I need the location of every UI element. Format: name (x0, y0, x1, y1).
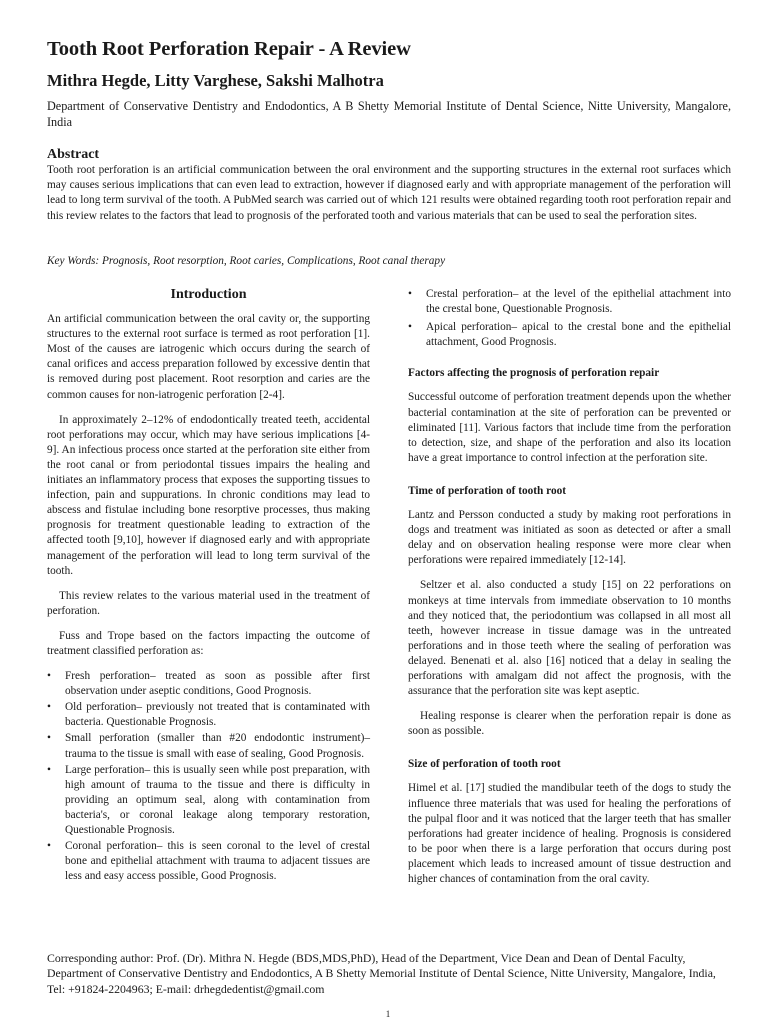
bullet-icon: • (408, 288, 412, 300)
list-item (47, 700, 370, 730)
perforation-classification-list-continued (408, 287, 731, 350)
paper-title: Tooth Root Perforation Repair - A Review (47, 38, 411, 60)
list-item-text: Small perforation (smaller than #20 endodontic instrument)– trauma to the tissue is small with ease of sealing, Good Prognosis. (65, 732, 370, 760)
introduction-heading: Introduction (170, 287, 247, 302)
section-paragraph: Lantz and Persson conducted a study by making root perforations in dogs and treatment was initiated as soon as detected or after a small delay and on observation healing response were more clear when perforations were repaired immediately [12-14]. (408, 509, 731, 567)
section-heading-prognosis-factors: Factors affecting the prognosis of perforation repair (408, 367, 660, 380)
affiliation: Department of Conservative Dentistry and Endodontics, A B Shetty Memorial Institute of Dental Science, Nitte University, Mangalore, India (47, 99, 731, 129)
list-item-text: Fresh perforation– treated as soon as possible after first observation under aseptic conditions, Good Prognosis. (65, 670, 370, 698)
author-list: Mithra Hegde, Litty Varghese, Sakshi Malhotra (47, 71, 384, 90)
section-paragraph: Seltzer et al. also conducted a study [15] on 22 perforations on monkeys at time intervals from immediate observation to 10 months and they noticed that, the periodontium was collapsed in all most all teeth, however increase in tissue damage was in the untreated perforations and in those teeth where the sealing of perforation was delayed. Benenati et al. also [16] noticed that a delay in sealing the perforations with amalgam did not affect the prognosis, with the assurance that the perforation site was kept aseptic. (408, 579, 731, 698)
left-column (47, 287, 370, 894)
page-number: 1 (385, 1009, 391, 1019)
section-paragraph: Healing response is clearer when the perforation repair is done as soon as possible. (408, 710, 731, 738)
corresponding-author-footer: Corresponding author: Prof. (Dr). Mithra N. Hegde (BDS,MDS,PhD), Head of the Department, Vice Dean and Dean of Dental Faculty, Department of Conservative Dentistry and Endodontics, A B Shetty Memorial Institute of Dental Science, Nitte University, Mangalore, India, Tel: +91824-2204963; E-mail: drhegdedentist@gmail.com (47, 951, 716, 996)
list-item-text: Large perforation– this is usually seen while post preparation, with high amount of trauma to the tissue and there is difficulty in providing an optimum seal, along with contamination from bacteria's, or coronal leakage along temporary restoration, Questionable Prognosis. (65, 763, 370, 836)
list-item (47, 839, 370, 884)
intro-paragraph: Fuss and Trope based on the factors impacting the outcome of treatment classified perforation as: (47, 629, 370, 657)
list-item-text: Coronal perforation– this is seen coronal to the level of crestal bone and epithelial attachment with trauma to adjacent tissues are less and easy access possible, Good Prognosis. (65, 840, 370, 883)
list-item-text: Crestal perforation– at the level of the epithelial attachment into the crestal bone, Questionable Prognosis. (426, 288, 731, 316)
list-item-text: Apical perforation– apical to the crestal bone and the epithelial attachment, Good Prognosis. (426, 321, 731, 349)
abstract-body: Tooth root perforation is an artificial communication between the oral environment and the supporting structures in the external root surfaces which may causes serious implications that can even lead to extraction, however if diagnosed early and with appropriate management of the perforation will lead to long term survival of the tooth. A PubMed search was carried out of which 121 results were obtained regarding tooth root perforation repair and this review relates to the factors that lead to prognosis of the perforated tooth and various materials that can be used to seal the perforation sites. (47, 164, 731, 222)
bullet-icon: • (47, 840, 51, 853)
section-heading-time-of-perforation: Time of perforation of tooth root (408, 484, 567, 497)
perforation-classification-list (47, 669, 370, 884)
bullet-icon: • (408, 321, 412, 334)
intro-paragraph: This review relates to the various material used in the treatment of perforation. (47, 589, 370, 617)
section-heading-size-of-perforation: Size of perforation of tooth root (408, 758, 561, 771)
right-column (408, 287, 731, 897)
intro-paragraph: In approximately 2–12% of endodontically treated teeth, accidental root perforations may occur, which may have serious implications [4-9]. An infectious process once started at the perforation site either from the root canal or from periodontal tissues impairs the healing and initiates an inflammatory process that exposes the supporting tissues to infection, pain and suppurations. In chronic conditions may lead to abscess and fistulae including bone resorptive processes, thus making prognosis for treatment questionable leading to extraction of the affected tooth [9,10], however if diagnosed early and with appropriate management of the perforation will lead to long term survival of the tooth. (47, 413, 370, 577)
list-item (47, 669, 370, 699)
list-item (408, 287, 731, 317)
bullet-icon: • (47, 732, 51, 745)
abstract-heading: Abstract (47, 147, 100, 162)
list-item (47, 763, 370, 838)
section-paragraph: Himel et al. [17] studied the mandibular teeth of the dogs to study the influence three materials that was used for healing the perforations of the pulpal floor and it was noticed that the larger teeth that has smaller perforations had greater incidence of healing. Prognosis is considered to be poor when there is a large perforation that occurs during post placement which leads to increased amount of tissue destruction and higher chances of contamination from the oral cavity. (408, 782, 731, 885)
intro-paragraph: An artificial communication between the oral cavity or, the supporting structures to the external root surface is termed as root perforation [1]. Most of the causes are iatrogenic which occurs during the search of canal orifices and access preparation followed by excessive dentin that is removed during post placement. Root resorption and caries are the common causes for non-iatrogenic perforation [2-4]. (47, 313, 370, 401)
list-item (408, 320, 731, 350)
list-item-text: Old perforation– previously not treated that is contaminated with bacteria. Questionable Prognosis. (65, 701, 370, 729)
bullet-icon: • (47, 701, 51, 714)
bullet-icon: • (47, 670, 51, 683)
keywords: Key Words: Prognosis, Root resorption, Root caries, Complications, Root canal therapy (47, 255, 446, 267)
section-paragraph: Successful outcome of perforation treatment depends upon the whether bacterial contamination at the site of perforation can be prevented or eliminated [11]. Various factors that include time from the perforation to detection, size, and shape of the perforation and also its location have a great importance to control infection at the perforation site. (408, 391, 731, 464)
bullet-icon: • (47, 763, 51, 776)
list-item (47, 731, 370, 761)
